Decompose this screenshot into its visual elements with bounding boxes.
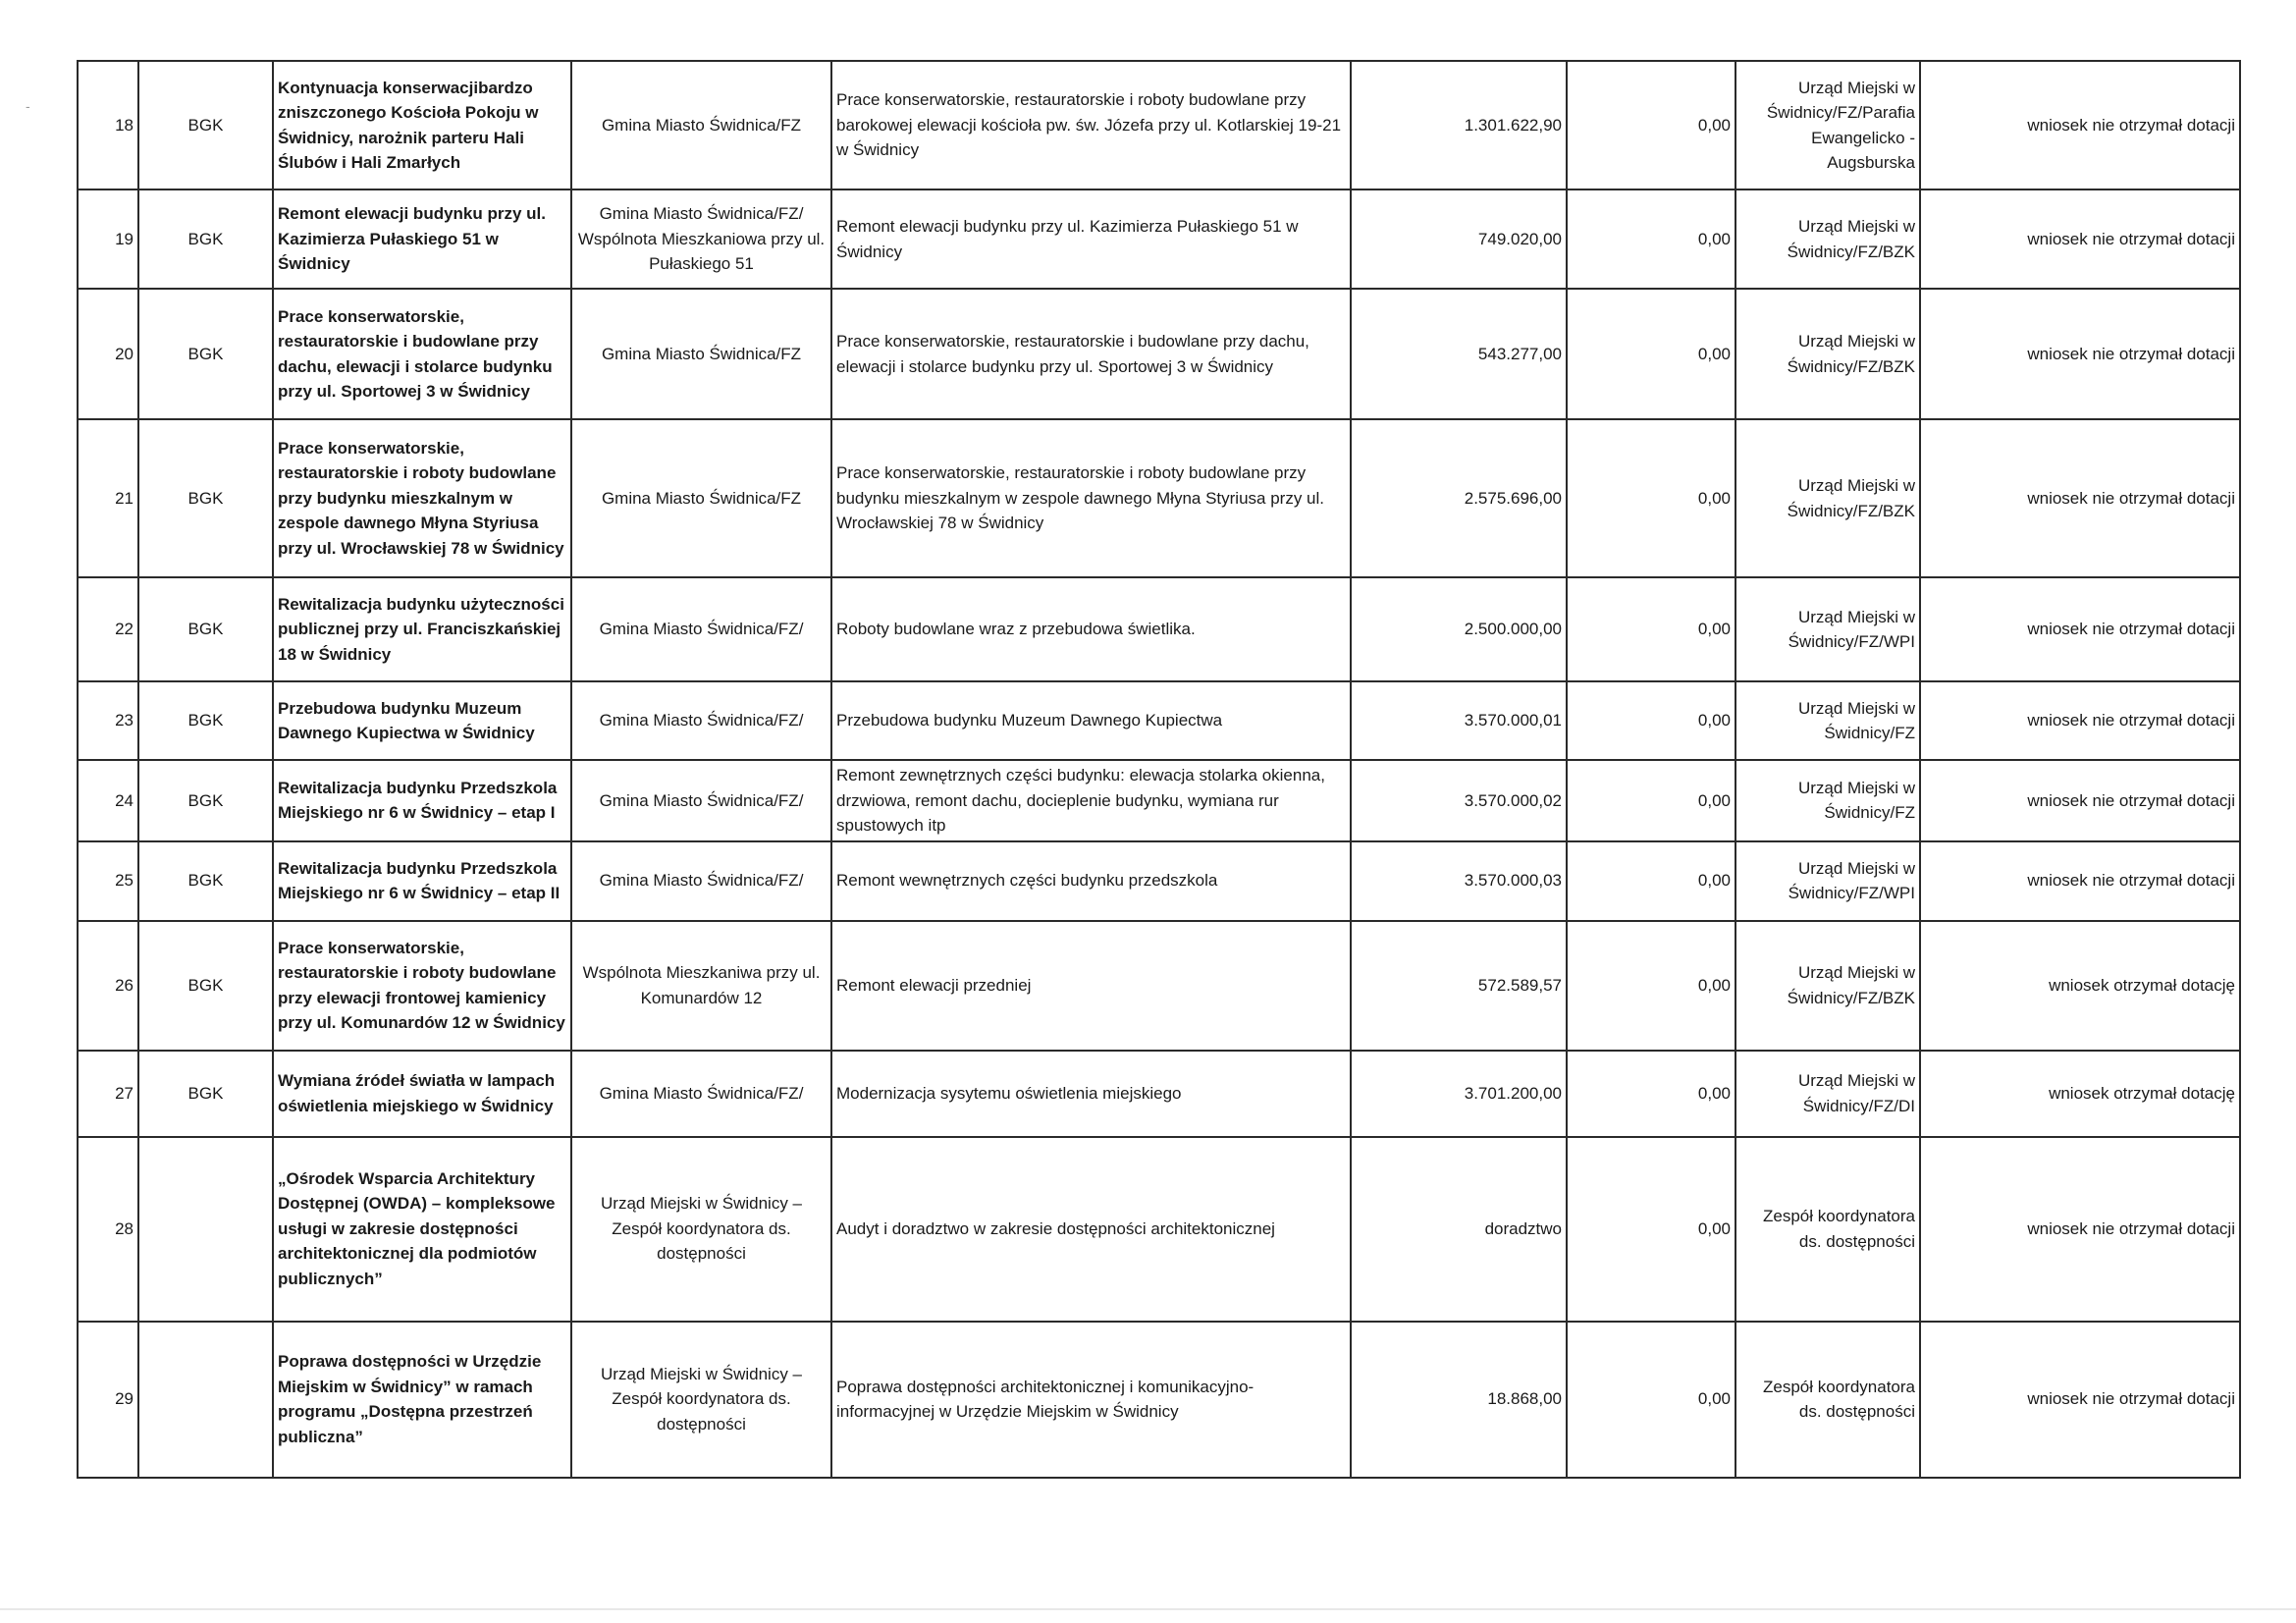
cell-grant: 0,00 <box>1567 760 1735 841</box>
cell-applicant: Gmina Miasto Świdnica/FZ/ <box>571 681 831 760</box>
cell-title: Przebudowa budynku Muzeum Dawnego Kupiectwa w Świdnicy <box>273 681 571 760</box>
cell-amount: 3.701.200,00 <box>1351 1051 1567 1137</box>
cell-scope: Remont elewacji budynku przy ul. Kazimierza Pułaskiego 51 w Świdnicy <box>831 189 1351 289</box>
grants-table <box>77 60 2241 1479</box>
cell-status: wniosek nie otrzymał dotacji <box>1920 577 2240 681</box>
table-row <box>78 1051 2240 1137</box>
cell-applicant: Gmina Miasto Świdnica/FZ/ <box>571 760 831 841</box>
cell-scope: Audyt i doradztwo w zakresie dostępności architektonicznej <box>831 1137 1351 1322</box>
cell-status: wniosek otrzymał dotację <box>1920 921 2240 1051</box>
cell-source <box>138 1322 273 1478</box>
cell-source: BGK <box>138 841 273 921</box>
cell-applicant: Gmina Miasto Świdnica/FZ/ Wspólnota Mieszkaniowa przy ul. Pułaskiego 51 <box>571 189 831 289</box>
table-row <box>78 289 2240 419</box>
cell-dept: Urząd Miejski w Świdnicy/FZ/Parafia Ewangelicko - Augsburska <box>1735 61 1920 189</box>
cell-no: 23 <box>78 681 138 760</box>
cell-no: 26 <box>78 921 138 1051</box>
cell-applicant: Gmina Miasto Świdnica/FZ <box>571 419 831 577</box>
cell-grant: 0,00 <box>1567 61 1735 189</box>
cell-dept: Urząd Miejski w Świdnicy/FZ/BZK <box>1735 289 1920 419</box>
cell-title: Prace konserwatorskie, restauratorskie i budowlane przy dachu, elewacji i stolarce budynku przy ul. Sportowej 3 w Świdnicy <box>273 289 571 419</box>
cell-status: wniosek otrzymał dotację <box>1920 1051 2240 1137</box>
cell-amount: 749.020,00 <box>1351 189 1567 289</box>
cell-grant: 0,00 <box>1567 577 1735 681</box>
cell-source <box>138 1137 273 1322</box>
scan-mark: - <box>26 98 30 114</box>
cell-title: Rewitalizacja budynku użyteczności publicznej przy ul. Franciszkańskiej 18 w Świdnicy <box>273 577 571 681</box>
cell-dept: Urząd Miejski w Świdnicy/FZ <box>1735 681 1920 760</box>
cell-no: 28 <box>78 1137 138 1322</box>
cell-scope: Prace konserwatorskie, restauratorskie i roboty budowlane przy budynku mieszkalnym w zespole dawnego Młyna Styriusa przy ul. Wrocławskiej 78 w Świdnicy <box>831 419 1351 577</box>
cell-amount: 2.500.000,00 <box>1351 577 1567 681</box>
cell-dept: Zespół koordynatora ds. dostępności <box>1735 1137 1920 1322</box>
table-row <box>78 921 2240 1051</box>
cell-title: Prace konserwatorskie, restauratorskie i roboty budowlane przy elewacji frontowej kamienicy przy ul. Komunardów 12 w Świdnicy <box>273 921 571 1051</box>
cell-no: 24 <box>78 760 138 841</box>
cell-applicant: Urząd Miejski w Świdnicy – Zespół koordynatora ds. dostępności <box>571 1137 831 1322</box>
cell-status: wniosek nie otrzymał dotacji <box>1920 419 2240 577</box>
cell-source: BGK <box>138 289 273 419</box>
table-row <box>78 841 2240 921</box>
cell-title: Rewitalizacja budynku Przedszkola Miejskiego nr 6 w Świdnicy – etap I <box>273 760 571 841</box>
cell-dept: Urząd Miejski w Świdnicy/FZ <box>1735 760 1920 841</box>
cell-applicant: Gmina Miasto Świdnica/FZ/ <box>571 1051 831 1137</box>
cell-amount: 543.277,00 <box>1351 289 1567 419</box>
cell-dept: Urząd Miejski w Świdnicy/FZ/BZK <box>1735 189 1920 289</box>
cell-status: wniosek nie otrzymał dotacji <box>1920 61 2240 189</box>
cell-source: BGK <box>138 921 273 1051</box>
cell-no: 25 <box>78 841 138 921</box>
cell-scope: Remont zewnętrznych części budynku: elewacja stolarka okienna, drzwiowa, remont dachu, docieplenie budynku, wymiana rur spustowych itp <box>831 760 1351 841</box>
table-row <box>78 1137 2240 1322</box>
cell-grant: 0,00 <box>1567 419 1735 577</box>
cell-grant: 0,00 <box>1567 841 1735 921</box>
cell-title: Poprawa dostępności w Urzędzie Miejskim w Świdnicy” w ramach programu „Dostępna przestrzeń publiczna” <box>273 1322 571 1478</box>
cell-source: BGK <box>138 577 273 681</box>
cell-no: 18 <box>78 61 138 189</box>
table-row <box>78 760 2240 841</box>
cell-amount: 572.589,57 <box>1351 921 1567 1051</box>
cell-status: wniosek nie otrzymał dotacji <box>1920 1322 2240 1478</box>
table-row <box>78 419 2240 577</box>
cell-dept: Urząd Miejski w Świdnicy/FZ/WPI <box>1735 577 1920 681</box>
table-row <box>78 577 2240 681</box>
cell-source: BGK <box>138 681 273 760</box>
cell-status: wniosek nie otrzymał dotacji <box>1920 189 2240 289</box>
cell-dept: Urząd Miejski w Świdnicy/FZ/WPI <box>1735 841 1920 921</box>
cell-grant: 0,00 <box>1567 189 1735 289</box>
cell-scope: Prace konserwatorskie, restauratorskie i budowlane przy dachu, elewacji i stolarce budynku przy ul. Sportowej 3 w Świdnicy <box>831 289 1351 419</box>
table-row <box>78 1322 2240 1478</box>
cell-amount: 2.575.696,00 <box>1351 419 1567 577</box>
cell-amount: 18.868,00 <box>1351 1322 1567 1478</box>
cell-amount: 3.570.000,01 <box>1351 681 1567 760</box>
cell-dept: Zespół koordynatora ds. dostępności <box>1735 1322 1920 1478</box>
cell-status: wniosek nie otrzymał dotacji <box>1920 289 2240 419</box>
cell-title: Remont elewacji budynku przy ul. Kazimierza Pułaskiego 51 w Świdnicy <box>273 189 571 289</box>
cell-applicant: Urząd Miejski w Świdnicy – Zespół koordynatora ds. dostępności <box>571 1322 831 1478</box>
cell-no: 19 <box>78 189 138 289</box>
table-row <box>78 61 2240 189</box>
cell-amount: 1.301.622,90 <box>1351 61 1567 189</box>
cell-amount: 3.570.000,02 <box>1351 760 1567 841</box>
cell-grant: 0,00 <box>1567 1051 1735 1137</box>
cell-scope: Przebudowa budynku Muzeum Dawnego Kupiectwa <box>831 681 1351 760</box>
cell-applicant: Gmina Miasto Świdnica/FZ <box>571 289 831 419</box>
cell-source: BGK <box>138 419 273 577</box>
cell-status: wniosek nie otrzymał dotacji <box>1920 1137 2240 1322</box>
cell-source: BGK <box>138 760 273 841</box>
cell-status: wniosek nie otrzymał dotacji <box>1920 841 2240 921</box>
cell-no: 22 <box>78 577 138 681</box>
cell-title: Kontynuacja konserwacjibardzo zniszczonego Kościoła Pokoju w Świdnicy, narożnik parteru Hali Ślubów i Hali Zmarłych <box>273 61 571 189</box>
cell-applicant: Gmina Miasto Świdnica/FZ/ <box>571 577 831 681</box>
cell-title: „Ośrodek Wsparcia Architektury Dostępnej (OWDA) – kompleksowe usługi w zakresie dostępności architektonicznej dla podmiotów publicznych” <box>273 1137 571 1322</box>
cell-status: wniosek nie otrzymał dotacji <box>1920 681 2240 760</box>
cell-title: Wymiana źródeł światła w lampach oświetlenia miejskiego w Świdnicy <box>273 1051 571 1137</box>
cell-scope: Modernizacja sysytemu oświetlenia miejskiego <box>831 1051 1351 1137</box>
cell-amount: doradztwo <box>1351 1137 1567 1322</box>
cell-source: BGK <box>138 189 273 289</box>
cell-scope: Remont elewacji przedniej <box>831 921 1351 1051</box>
cell-dept: Urząd Miejski w Świdnicy/FZ/DI <box>1735 1051 1920 1137</box>
cell-grant: 0,00 <box>1567 921 1735 1051</box>
cell-no: 21 <box>78 419 138 577</box>
cell-status: wniosek nie otrzymał dotacji <box>1920 760 2240 841</box>
cell-grant: 0,00 <box>1567 1137 1735 1322</box>
cell-title: Rewitalizacja budynku Przedszkola Miejskiego nr 6 w Świdnicy – etap II <box>273 841 571 921</box>
page-edge <box>0 1608 2296 1610</box>
cell-dept: Urząd Miejski w Świdnicy/FZ/BZK <box>1735 921 1920 1051</box>
cell-applicant: Gmina Miasto Świdnica/FZ/ <box>571 841 831 921</box>
cell-amount: 3.570.000,03 <box>1351 841 1567 921</box>
table-row <box>78 189 2240 289</box>
cell-title: Prace konserwatorskie, restauratorskie i roboty budowlane przy budynku mieszkalnym w zespole dawnego Młyna Styriusa przy ul. Wrocławskiej 78 w Świdnicy <box>273 419 571 577</box>
cell-grant: 0,00 <box>1567 681 1735 760</box>
cell-source: BGK <box>138 1051 273 1137</box>
cell-dept: Urząd Miejski w Świdnicy/FZ/BZK <box>1735 419 1920 577</box>
cell-scope: Remont wewnętrznych części budynku przedszkola <box>831 841 1351 921</box>
cell-applicant: Gmina Miasto Świdnica/FZ <box>571 61 831 189</box>
cell-grant: 0,00 <box>1567 289 1735 419</box>
cell-source: BGK <box>138 61 273 189</box>
cell-grant: 0,00 <box>1567 1322 1735 1478</box>
cell-scope: Poprawa dostępności architektonicznej i komunikacyjno-informacyjnej w Urzędzie Miejskim w Świdnicy <box>831 1322 1351 1478</box>
table-row <box>78 681 2240 760</box>
cell-scope: Roboty budowlane wraz z przebudowa świetlika. <box>831 577 1351 681</box>
cell-applicant: Wspólnota Mieszkaniwa przy ul. Komunardów 12 <box>571 921 831 1051</box>
cell-no: 20 <box>78 289 138 419</box>
cell-scope: Prace konserwatorskie, restauratorskie i roboty budowlane przy barokowej elewacji kościoła pw. św. Józefa przy ul. Kotlarskiej 19-21 w Świdnicy <box>831 61 1351 189</box>
cell-no: 29 <box>78 1322 138 1478</box>
cell-no: 27 <box>78 1051 138 1137</box>
